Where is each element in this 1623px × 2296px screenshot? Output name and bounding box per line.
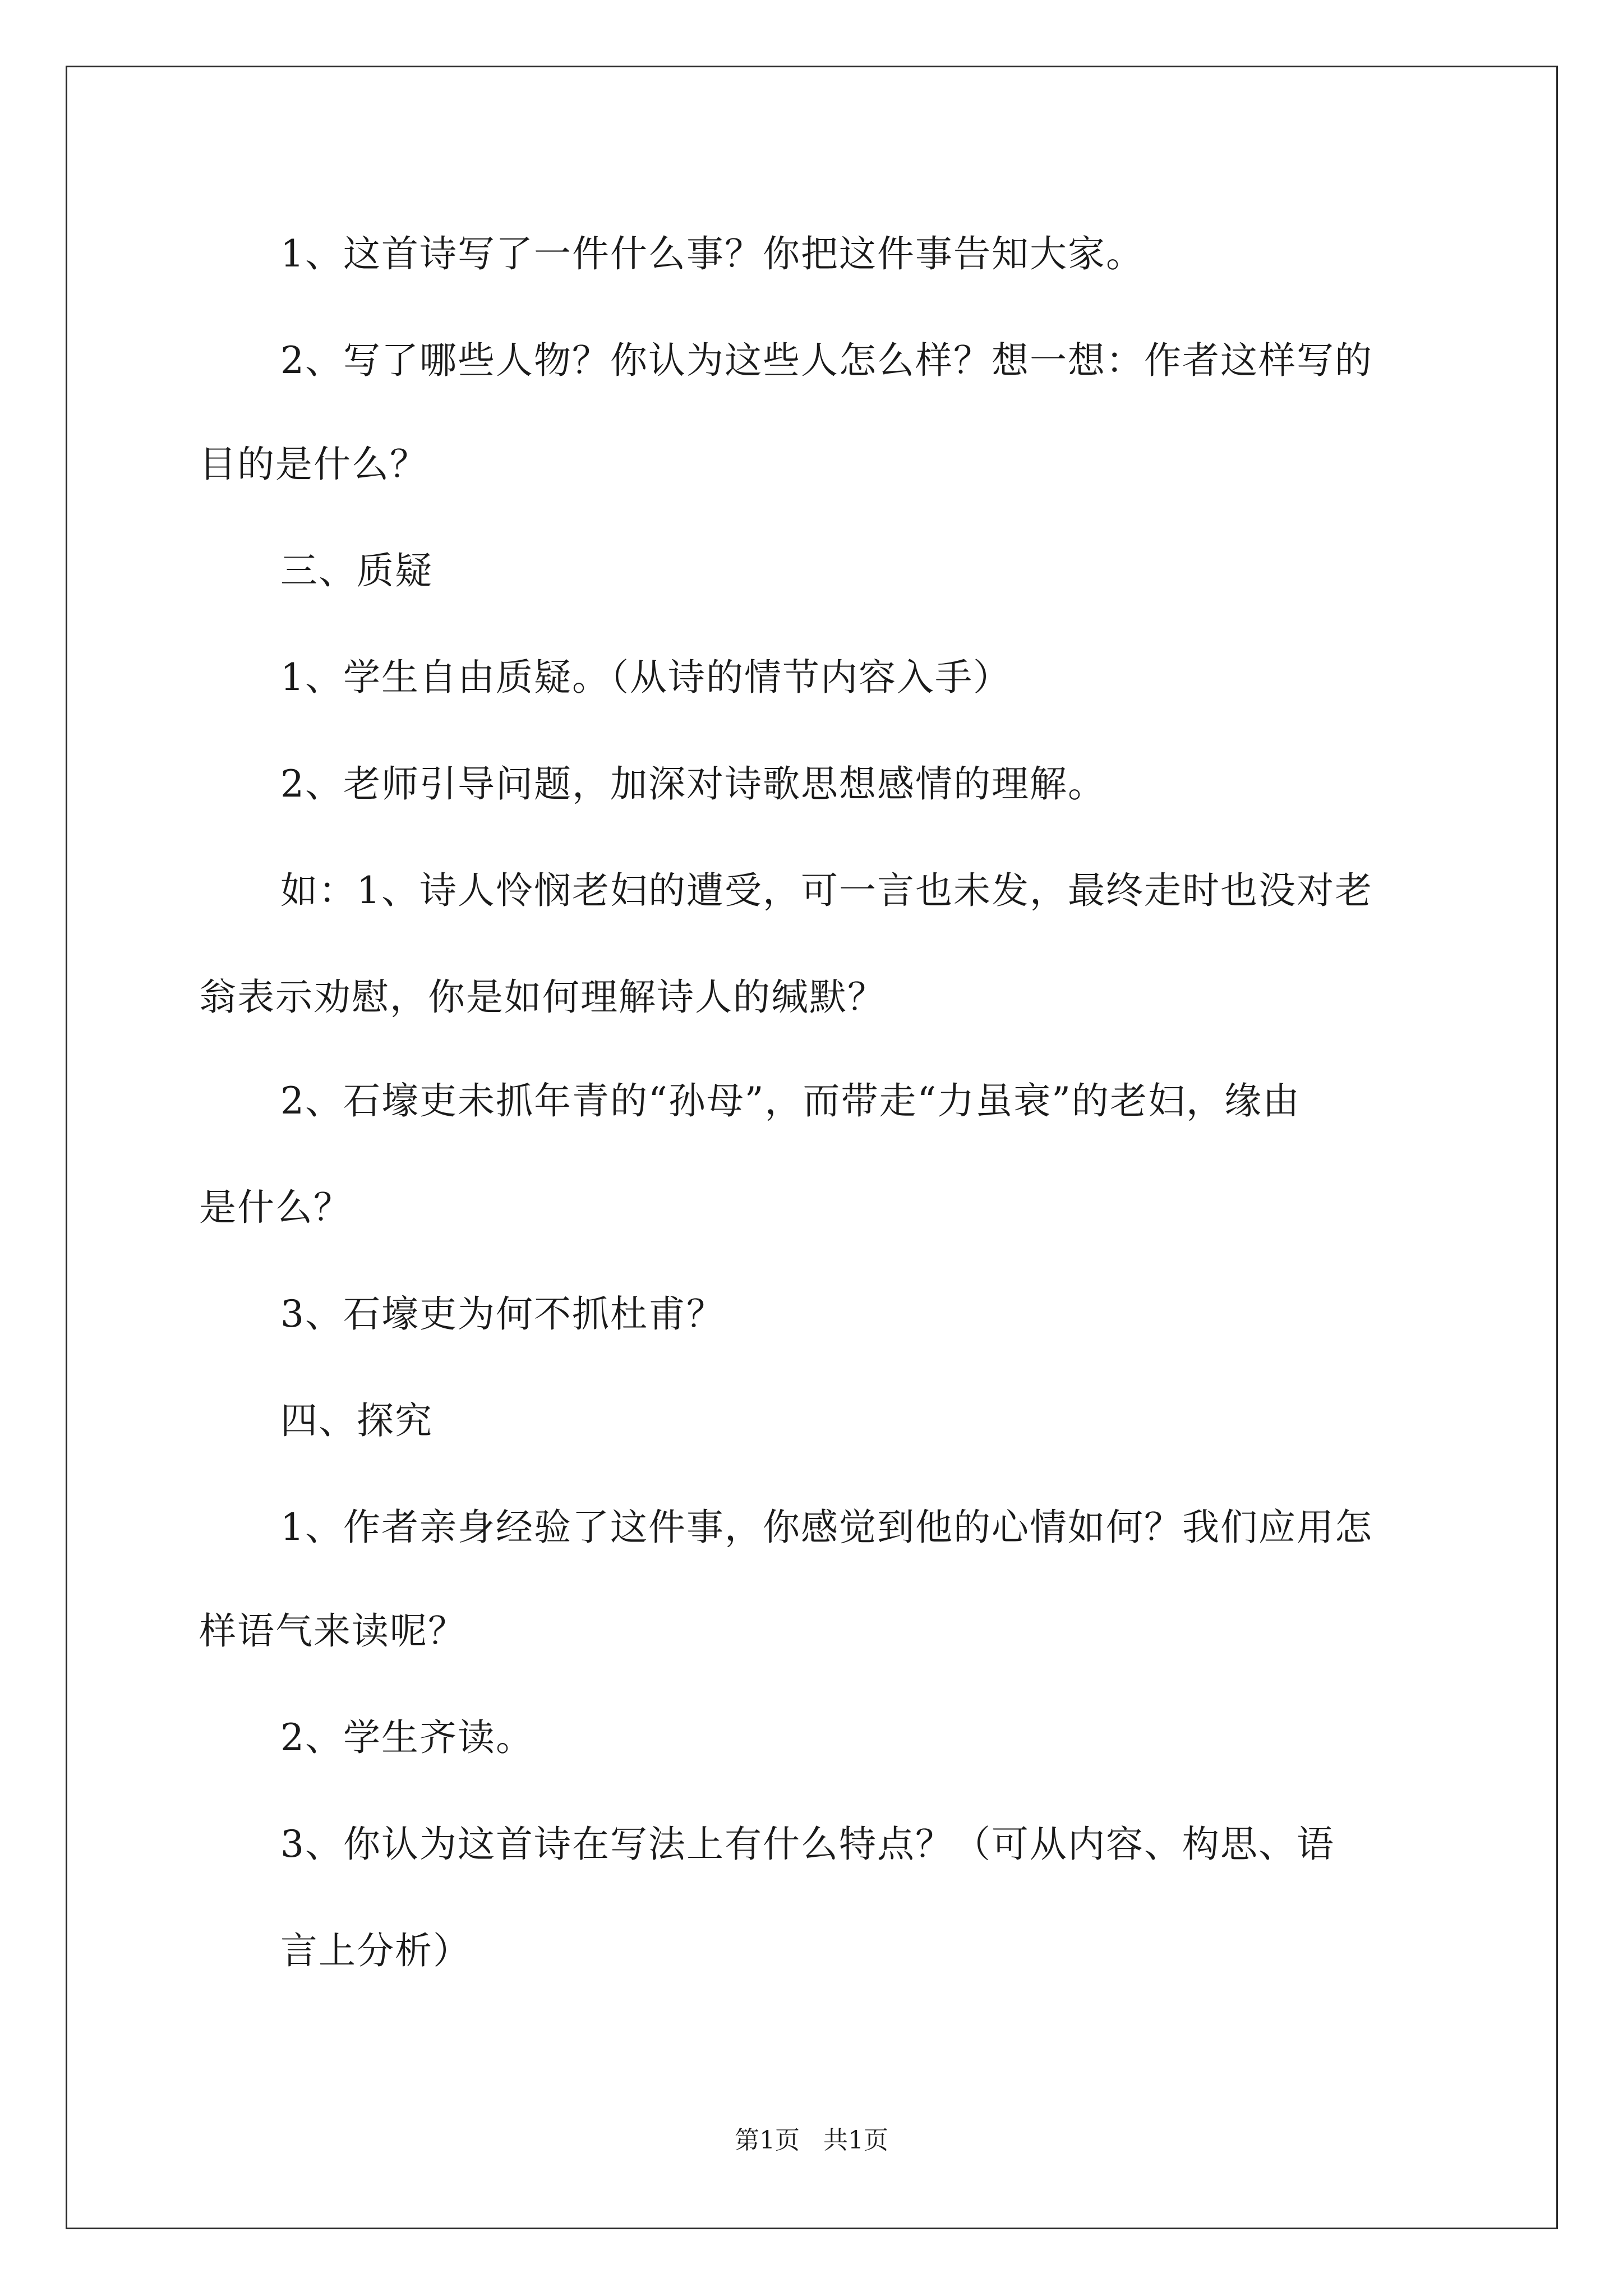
text-line: 1、学生自由质疑。（从诗的情节内容入手） (280, 656, 1011, 699)
text-line: 翁表示劝慰，你是如何理解诗人的缄默？ (199, 976, 886, 1019)
text-line: 言上分析） (280, 1929, 471, 1972)
text-line: 是什么？ (199, 1186, 352, 1229)
page-footer: 第1页 共1页 (735, 2126, 888, 2155)
section-heading: 三、质疑 (280, 549, 433, 592)
section-heading: 四、探究 (280, 1399, 433, 1442)
text-line: 3、你认为这首诗在写法上有什么特点？（可从内容、构思、语 (280, 1823, 1335, 1866)
text-line: 2、写了哪些人物？你认为这些人怎么样？想一想：作者这样写的 (280, 339, 1373, 382)
text-line: 1、这首诗写了一件什么事？你把这件事告知大家。 (280, 232, 1144, 275)
text-line: 样语气来读呢？ (199, 1609, 466, 1653)
text-line: 2、石壕吏未抓年青的“孙母”，而带走“力虽衰”的老妇，缘由 (280, 1079, 1301, 1122)
text-line: 2、学生齐读。 (280, 1716, 534, 1759)
text-line: 1、作者亲身经验了这件事，你感觉到他的心情如何？我们应用怎 (280, 1506, 1373, 1549)
text-line: 3、石壕吏为何不抓杜甫？ (280, 1292, 725, 1336)
page-border (66, 66, 1558, 2229)
text-line: 目的是什么？ (199, 443, 428, 486)
text-line: 2、老师引导问题，加深对诗歌思想感情的理解。 (280, 762, 1106, 806)
text-line: 如：1、诗人怜悯老妇的遭受，可一言也未发，最终走时也没对老 (280, 869, 1373, 912)
